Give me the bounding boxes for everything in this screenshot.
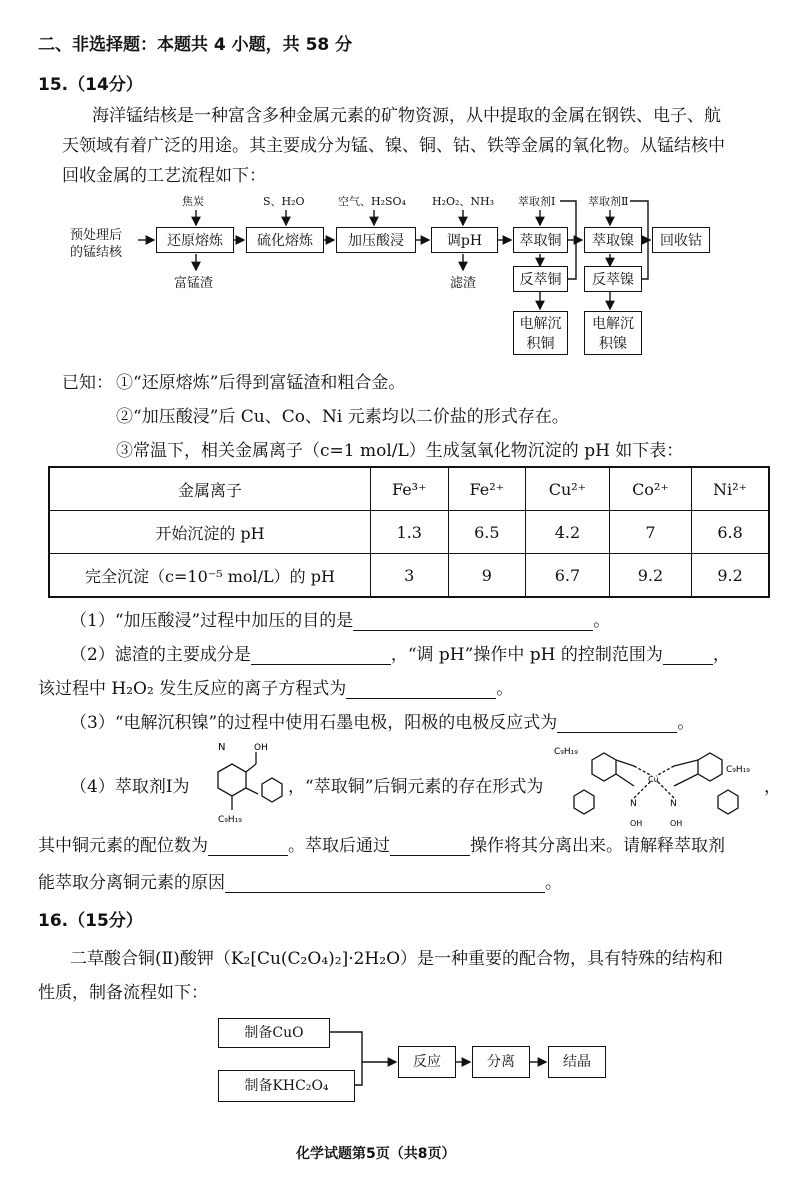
answer-blank[interactable] [353, 613, 593, 631]
byproduct-manganese-slag: 富锰渣 [174, 276, 214, 291]
table-cell: 4.2 [526, 511, 610, 554]
answer-blank[interactable] [225, 875, 545, 893]
table-cell: 9.2 [692, 554, 769, 598]
sub2-text-b: ，“调 pH”操作中 pH 的控制范围为 [390, 645, 663, 665]
q15-flow-connectors [0, 0, 800, 380]
q16-intro-line-1: 二草酸合铜(Ⅱ)酸钾（K₂[Cu(C₂O₄)₂]·2H₂O）是一种重要的配合物，具有特殊的结构和 [70, 949, 724, 969]
step-extract-copper: 萃取铜 [513, 227, 568, 253]
step-recover-cobalt: 回收钴 [652, 227, 710, 253]
q16-intro-line-2: 性质，制备流程如下： [38, 983, 208, 1003]
answer-blank[interactable] [346, 681, 496, 699]
step-pressure-acid-leach: 加压酸浸 [336, 227, 416, 253]
sub4-text-d: 。萃取后通过 [288, 836, 390, 856]
q16-step-separation: 分离 [472, 1046, 530, 1078]
complex-oh-right: OH [670, 819, 683, 828]
sub4-text-f: 能萃取分离铜元素的原因 [38, 873, 225, 893]
ligand-oh-label: OH [254, 743, 268, 753]
table-header-cell: Cu²⁺ [526, 467, 610, 511]
q15-sub4-cont2: 能萃取分离铜元素的原因 。 [38, 873, 562, 893]
table-cell: 9 [448, 554, 526, 598]
q15-intro-line-2: 天领域有着广泛的用途。其主要成分为锰、镍、铜、钴、铁等金属的氧化物。从锰结核中 [62, 136, 725, 156]
q15-intro-line-1: 海洋锰结核是一种富含多种金属元素的矿物资源，从中提取的金属在钢铁、电子、航 [92, 106, 721, 126]
answer-blank[interactable] [251, 647, 391, 665]
step-sulfidation-smelting: 硫化熔炼 [246, 227, 324, 253]
known-item-1: ①“还原熔炼”后得到富锰渣和粗合金。 [116, 373, 406, 393]
complex-cu-label: Cu [648, 775, 659, 784]
raw-material-label-line1: 预处理后 [70, 228, 123, 243]
answer-blank[interactable] [208, 838, 288, 856]
q15-sub4-a: （4）萃取剂Ⅰ为 [70, 777, 190, 797]
q16-step-reaction: 反应 [398, 1046, 456, 1078]
step-adjust-ph: 调pH [431, 227, 498, 253]
answer-blank[interactable] [663, 647, 713, 665]
reagent-extractant-1: 萃取剂Ⅰ [518, 195, 556, 208]
table-header-cell: 金属离子 [49, 467, 371, 511]
sub2-text-c: 该过程中 H₂O₂ 发生反应的离子方程式为 [38, 679, 347, 699]
reagent-coke: 焦炭 [182, 195, 204, 208]
complex-oh-left: OH [630, 819, 643, 828]
known-prefix: 已知： [62, 373, 113, 393]
table-cell: 7 [609, 511, 691, 554]
complex-n-right: N [670, 799, 677, 809]
step-back-extract-copper: 反萃铜 [513, 266, 568, 292]
sub4-text-e: 操作将其分离出来。请解释萃取剂 [470, 836, 725, 856]
table-row [49, 511, 769, 554]
q16-step-prepare-khc2o4: 制备KHC₂O₄ [218, 1070, 355, 1102]
q16-step-crystallization: 结晶 [548, 1046, 606, 1078]
table-cell: 1.3 [371, 511, 449, 554]
known-item-3: ③常温下，相关金属离子（c=1 mol/L）生成氢氧化物沉淀的 pH 如下表： [116, 441, 684, 461]
sub3-text: （3）“电解沉积镍”的过程中使用石墨电极，阳极的电极反应式为 [70, 713, 558, 733]
table-cell: 6.5 [448, 511, 526, 554]
table-header-cell: Ni²⁺ [692, 467, 769, 511]
q15-intro-line-3: 回收金属的工艺流程如下： [62, 166, 266, 186]
electro-copper-line2: 积铜 [526, 336, 555, 352]
q15-number: 15.（14分） [38, 75, 143, 95]
sub2-text-a: （2）滤渣的主要成分是 [70, 645, 251, 665]
answer-blank[interactable] [390, 838, 470, 856]
table-header-row [49, 467, 769, 511]
table-cell: 3 [371, 554, 449, 598]
page-footer: 化学试题第5页（共8页） [296, 1146, 456, 1162]
table-cell: 开始沉淀的 pH [49, 511, 371, 554]
table-cell: 9.2 [609, 554, 691, 598]
electro-nickel-line1: 电解沉 [592, 316, 634, 332]
ligand-alkyl-label: C₉H₁₉ [218, 815, 242, 825]
step-electrodeposit-copper [513, 311, 568, 355]
precipitation-ph-table [48, 466, 770, 598]
reagent-sulfur-water: S、H₂O [263, 195, 305, 208]
table-header-cell: Co²⁺ [609, 467, 691, 511]
electro-copper-line1: 电解沉 [519, 316, 562, 332]
table-cell: 6.8 [692, 511, 769, 554]
reagent-air-sulfuric-acid: 空气、H₂SO₄ [338, 195, 406, 208]
table-cell: 完全沉淀（c=10⁻⁵ mol/L）的 pH [49, 554, 371, 598]
step-extract-nickel: 萃取镍 [584, 227, 642, 253]
table-row [49, 554, 769, 598]
complex-alkyl-right: C₉H₁₉ [726, 765, 750, 775]
answer-blank[interactable] [557, 715, 677, 733]
step-back-extract-nickel: 反萃镍 [584, 266, 642, 292]
reagent-extractant-2: 萃取剂Ⅱ [588, 195, 629, 208]
q15-sub2-cont: 该过程中 H₂O₂ 发生反应的离子方程式为 。 [38, 679, 514, 699]
q15-sub4-b: ，“萃取铜”后铜元素的存在形式为 [288, 777, 544, 797]
copper-complex-structure [552, 738, 762, 838]
q15-sub2: （2）滤渣的主要成分是 ，“调 pH”操作中 pH 的控制范围为 ， [70, 645, 730, 665]
section-heading: 二、非选择题：本题共 4 小题，共 58 分 [38, 35, 353, 55]
table-header-cell: Fe²⁺ [448, 467, 526, 511]
q16-step-prepare-cuo: 制备CuO [218, 1018, 330, 1048]
complex-alkyl-left: C₉H₁₉ [554, 747, 578, 757]
step-electrodeposit-nickel [584, 311, 642, 355]
ligand-n-label: N [218, 742, 226, 753]
complex-n-left: N [630, 799, 637, 809]
raw-material-label-line2: 的锰结核 [70, 245, 123, 260]
known-item-2: ②“加压酸浸”后 Cu、Co、Ni 元素均以二价盐的形式存在。 [116, 407, 569, 427]
q15-sub4-cont1 [38, 831, 725, 856]
electro-nickel-line2: 积镍 [599, 336, 627, 352]
table-header-cell: Fe³⁺ [371, 467, 449, 511]
extractant-1-structure [196, 738, 288, 828]
sub1-text: （1）“加压酸浸”过程中加压的目的是 [70, 611, 354, 631]
comma: ， [764, 777, 781, 797]
q15-sub3: （3）“电解沉积镍”的过程中使用石墨电极，阳极的电极反应式为 。 [70, 713, 695, 733]
step-reduction-smelting: 还原熔炼 [156, 227, 234, 253]
reagent-h2o2-nh3: H₂O₂、NH₃ [432, 195, 495, 208]
byproduct-filter-residue: 滤渣 [450, 276, 477, 291]
q16-number: 16.（15分） [38, 911, 143, 931]
table-cell: 6.7 [526, 554, 610, 598]
q15-sub1: （1）“加压酸浸”过程中加压的目的是 。 [70, 611, 611, 631]
sub4-text-c: 其中铜元素的配位数为 [38, 836, 208, 856]
